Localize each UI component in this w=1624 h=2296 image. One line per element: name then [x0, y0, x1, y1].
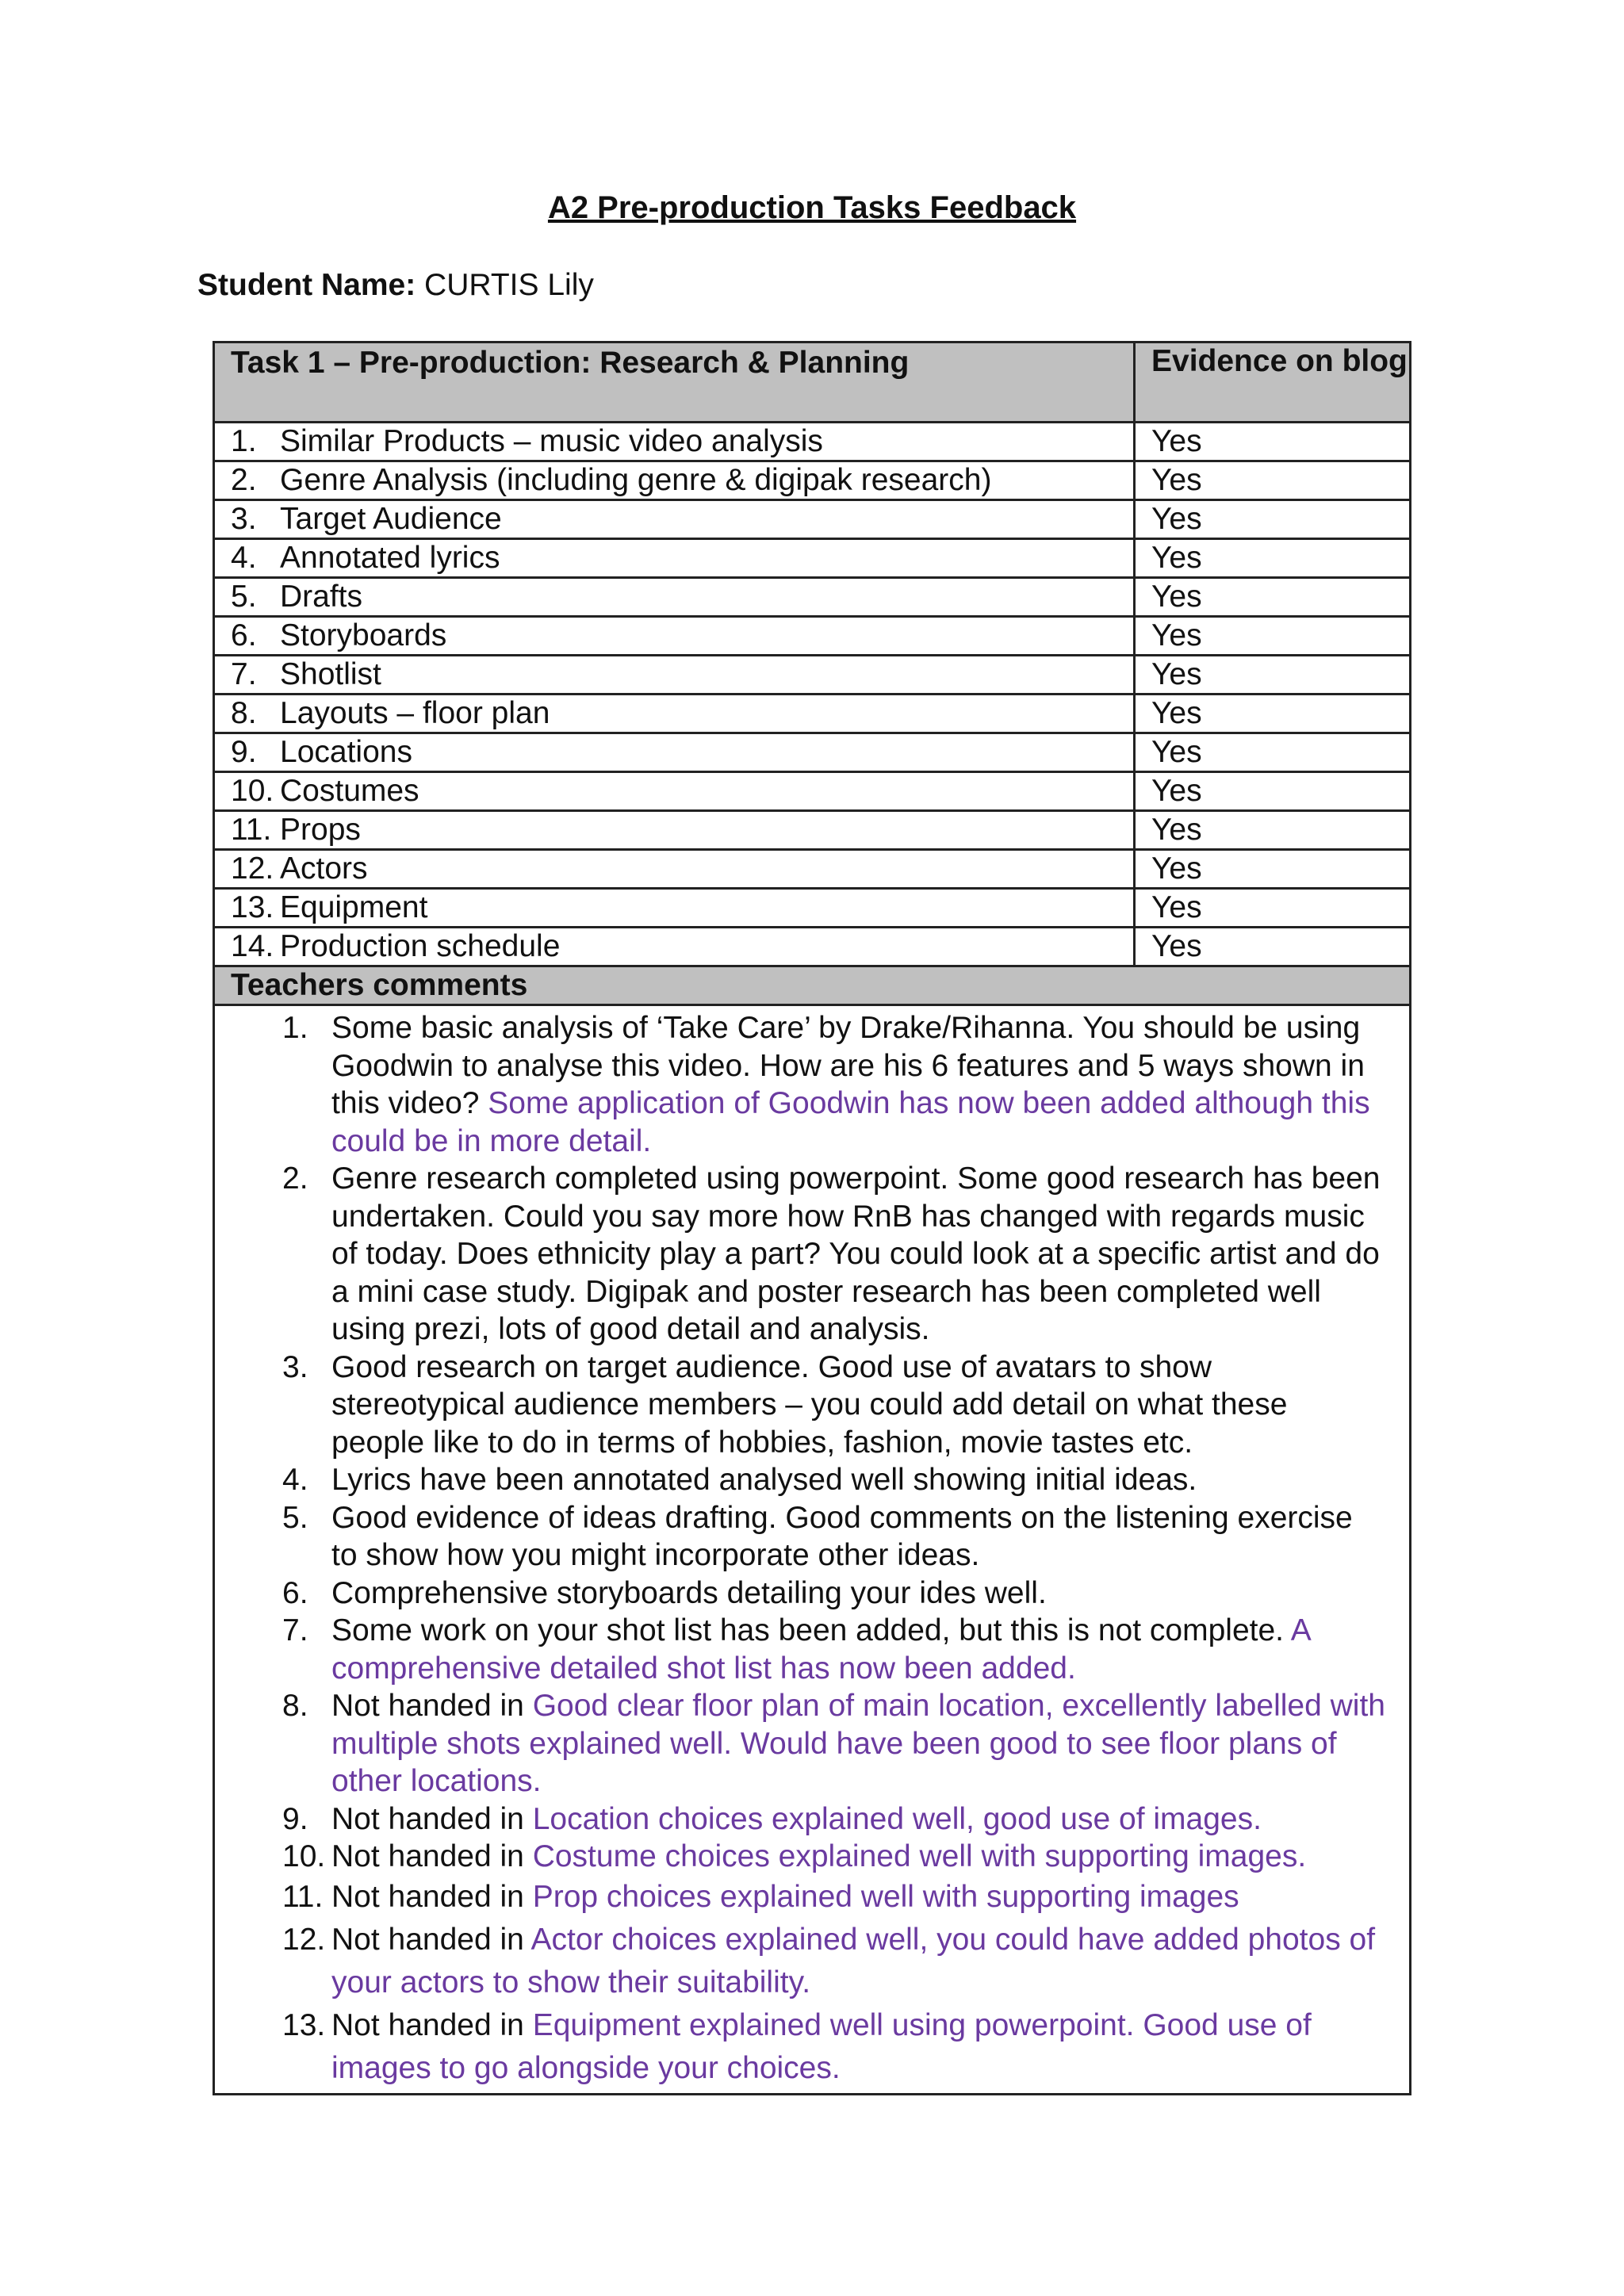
comment-update: Good clear floor plan of main location, excellently labelled with multiple shots explained well. Would have been good to see floor plans of other locations. [331, 1689, 1385, 1798]
comment-text: Not handed in [331, 1879, 524, 1914]
task-number: 7. [231, 657, 257, 691]
task-label: Annotated lyrics [280, 541, 500, 575]
comment-item [215, 1612, 1385, 1687]
task-cell [214, 928, 1135, 966]
evidence-cell: Yes [1135, 850, 1411, 889]
comment-update: Prop choices explained well with supporting images [532, 1879, 1239, 1914]
comment-item [215, 1160, 1385, 1349]
comment-number: 8. [282, 1689, 308, 1723]
task-label: Target Audience [280, 502, 502, 536]
tasks-table [213, 341, 1411, 2095]
task-number: 2. [231, 463, 257, 497]
comment-update: Actor choices explained well, you could have added photos of your actors to show their suitability. [331, 1922, 1376, 1999]
task-number: 14. [231, 929, 274, 963]
task-number: 13. [231, 890, 274, 924]
table-row [214, 733, 1411, 772]
task-number: 4. [231, 541, 257, 575]
evidence-cell: Yes [1135, 656, 1411, 695]
task-number: 12. [231, 851, 274, 886]
comment-item [215, 1687, 1385, 1800]
student-name-line [197, 268, 594, 303]
task-number: 1. [231, 424, 257, 458]
comments-header: Teachers comments [214, 966, 1411, 1005]
task-number: 8. [231, 696, 257, 730]
comments-header-row [214, 966, 1411, 1005]
table-row [214, 850, 1411, 889]
comment-number: 10. [282, 1839, 326, 1873]
evidence-header: Evidence on blog [1135, 342, 1411, 423]
table-row [214, 578, 1411, 617]
task-label: Costumes [280, 774, 419, 808]
evidence-cell: Yes [1135, 500, 1411, 539]
comment-text: Some work on your shot list has been added, but this is not complete. [331, 1613, 1285, 1647]
comment-number: 2. [282, 1161, 308, 1196]
feedback-table-wrapper [213, 341, 1409, 2095]
task-cell [214, 617, 1135, 656]
evidence-cell: Yes [1135, 733, 1411, 772]
table-row [214, 772, 1411, 811]
task-label: Storyboards [280, 618, 447, 652]
comment-item [215, 1575, 1385, 1613]
comment-text: Some basic analysis of ‘Take Care’ by Drake/Rihanna. You should be using Goodwin to analyse this video. How are his 6 features and 5 ways shown in this video? [331, 1011, 1365, 1120]
evidence-cell: Yes [1135, 772, 1411, 811]
comment-number: 4. [282, 1463, 308, 1497]
comment-text: Good evidence of ideas drafting. Good comments on the listening exercise to show how you might incorporate other ideas. [331, 1500, 1353, 1572]
comment-number: 12. [282, 1922, 326, 1957]
page-title: A2 Pre-production Tasks Feedback [547, 190, 1077, 225]
comment-text: Not handed in [331, 1689, 524, 1723]
comments-list [215, 1009, 1385, 2090]
comment-number: 5. [282, 1500, 308, 1535]
comment-item [215, 1461, 1385, 1499]
task-cell [214, 850, 1135, 889]
comment-number: 13. [282, 2007, 326, 2042]
task-cell [214, 733, 1135, 772]
table-row [214, 928, 1411, 966]
task-cell [214, 578, 1135, 617]
table-row [214, 461, 1411, 500]
task-cell [214, 695, 1135, 733]
table-header-row [214, 342, 1411, 423]
table-row [214, 811, 1411, 850]
task-number: 6. [231, 618, 257, 652]
comment-text: Not handed in [331, 2007, 524, 2042]
comment-update: Location choices explained well, good use of images. [532, 1801, 1262, 1836]
comment-update: Costume choices explained well with supporting images. [532, 1839, 1307, 1873]
task-number: 3. [231, 502, 257, 536]
task-label: Equipment [280, 890, 428, 924]
table-row [214, 617, 1411, 656]
task-number: 9. [231, 735, 257, 769]
comment-item [215, 1876, 1385, 1919]
task-cell [214, 539, 1135, 578]
evidence-cell: Yes [1135, 889, 1411, 928]
comment-item [215, 1009, 1385, 1160]
comment-item [215, 1838, 1385, 1876]
task-cell [214, 889, 1135, 928]
task-header: Task 1 – Pre-production: Research & Planning [214, 342, 1135, 423]
comments-cell [214, 1005, 1411, 2095]
comment-item [215, 2004, 1385, 2090]
comment-update: Equipment explained well using powerpoint. Good use of images to go alongside your choices. [331, 2007, 1312, 2085]
task-label: Layouts – floor plan [280, 696, 550, 730]
task-cell [214, 461, 1135, 500]
comments-row [214, 1005, 1411, 2095]
comment-item [215, 1349, 1385, 1462]
table-row [214, 889, 1411, 928]
task-label: Drafts [280, 580, 363, 614]
task-number: 5. [231, 580, 257, 614]
evidence-cell: Yes [1135, 423, 1411, 461]
comment-text: Lyrics have been annotated analysed well showing initial ideas. [331, 1463, 1197, 1497]
comment-text: Not handed in [331, 1922, 524, 1957]
comment-update: A comprehensive detailed shot list has now been added. [331, 1613, 1310, 1686]
comment-text: Good research on target audience. Good use of avatars to show stereotypical audience members – you could add detail on what these people like to do in terms of hobbies, fashion, movie tastes etc. [331, 1349, 1288, 1460]
evidence-cell: Yes [1135, 617, 1411, 656]
comment-text: Genre research completed using powerpoint. Some good research has been undertaken. Could you say more how RnB has changed with regards music of today. Does ethnicity play a part? You could look at a specific artist and do a mini case study. Digipak and poster research has been completed well using prezi, lots of good detail and analysis. [331, 1161, 1381, 1346]
student-name-label: Student Name: [197, 268, 416, 302]
comment-item [215, 1800, 1385, 1839]
task-cell [214, 423, 1135, 461]
task-label: Locations [280, 735, 412, 769]
evidence-cell: Yes [1135, 811, 1411, 850]
task-label: Similar Products – music video analysis [280, 424, 823, 458]
comment-text: Not handed in [331, 1839, 524, 1873]
evidence-cell: Yes [1135, 928, 1411, 966]
comment-text: Comprehensive storyboards detailing your ides well. [331, 1575, 1047, 1610]
task-number: 11. [231, 813, 272, 847]
comment-text: Not handed in [331, 1801, 524, 1836]
task-cell [214, 811, 1135, 850]
evidence-cell: Yes [1135, 539, 1411, 578]
comment-update: Some application of Goodwin has now been added although this could be in more detail. [331, 1086, 1370, 1158]
comment-number: 6. [282, 1575, 308, 1610]
table-row [214, 695, 1411, 733]
table-row [214, 539, 1411, 578]
task-label: Props [280, 813, 361, 847]
task-number: 10. [231, 774, 274, 808]
comment-number: 11. [282, 1879, 324, 1914]
task-label: Genre Analysis (including genre & digipak research) [280, 463, 992, 497]
task-cell [214, 772, 1135, 811]
evidence-cell: Yes [1135, 695, 1411, 733]
comment-item [215, 1499, 1385, 1575]
student-name-value: CURTIS Lily [424, 268, 594, 302]
task-label: Production schedule [280, 929, 561, 963]
task-cell [214, 656, 1135, 695]
comment-number: 7. [282, 1613, 308, 1647]
table-row [214, 423, 1411, 461]
evidence-cell: Yes [1135, 461, 1411, 500]
task-label: Actors [280, 851, 368, 886]
table-row [214, 656, 1411, 695]
comment-number: 1. [282, 1011, 308, 1045]
comment-number: 9. [282, 1801, 308, 1836]
table-row [214, 500, 1411, 539]
task-label: Shotlist [280, 657, 381, 691]
comment-number: 3. [282, 1349, 308, 1384]
comment-item [215, 1919, 1385, 2004]
evidence-cell: Yes [1135, 578, 1411, 617]
task-cell [214, 500, 1135, 539]
